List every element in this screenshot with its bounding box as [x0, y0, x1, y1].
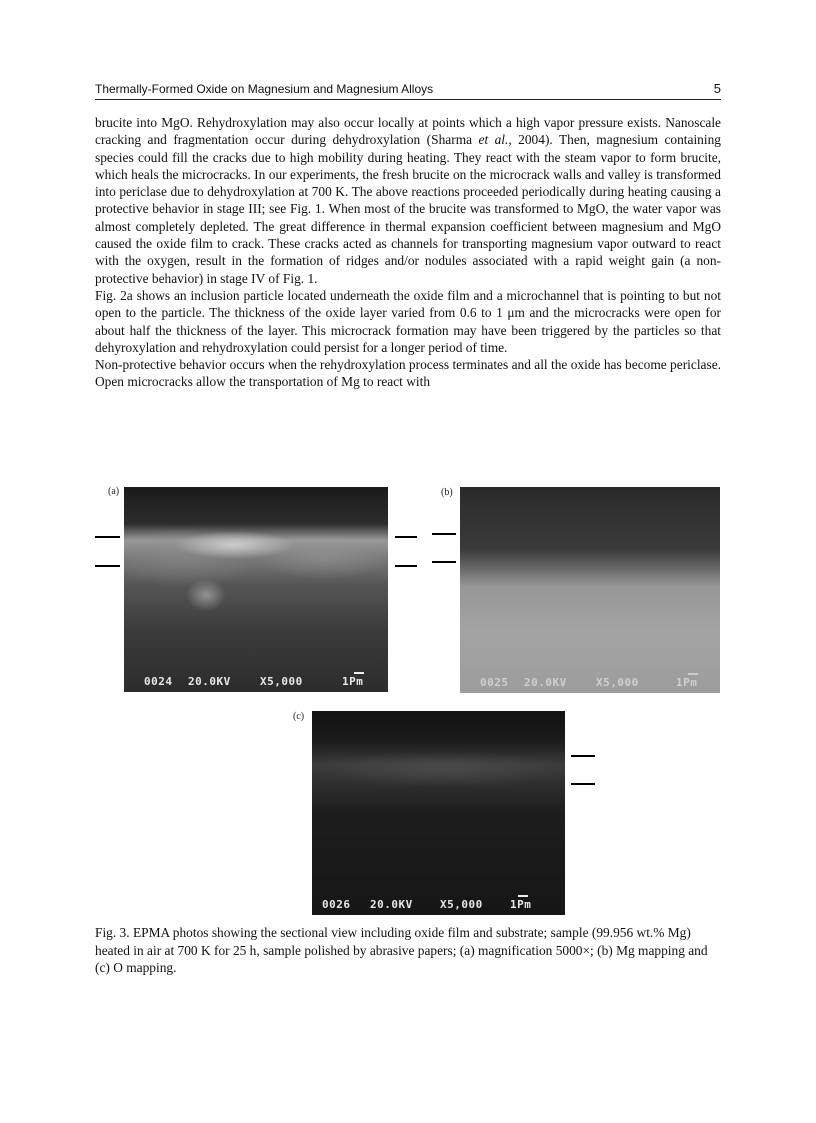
sem-image-b — [460, 487, 720, 693]
scale-label-c: 1Pm — [510, 898, 532, 911]
running-header — [95, 81, 721, 100]
paragraph-2: Fig. 2a shows an inclusion particle located underneath the oxide film and a microchannel that is pointing to but not open to the particle. The thickness of the oxide layer varied from 0.6 to 1 μm and the microcracks were open for about half the thickness of the layer. This microcrack formation may have been triggered by the particles so that dehyroxylation and rehydroxylation could persist for a longer period of time. — [95, 287, 721, 355]
oxide-bottom-marker — [571, 783, 595, 785]
sem-image-a — [124, 487, 388, 692]
citation-et-al: et al. — [478, 132, 509, 148]
oxide-bottom-marker — [95, 565, 120, 567]
image-id-b: 0025 — [480, 676, 509, 689]
voltage-a: 20.0KV — [188, 675, 231, 688]
voltage-b: 20.0KV — [524, 676, 567, 689]
image-id-c: 0026 — [322, 898, 351, 911]
running-title: Thermally-Formed Oxide on Magnesium and Magnesium Alloys — [95, 82, 434, 96]
oxide-top-marker — [571, 755, 595, 757]
magnification-a: X5,000 — [260, 675, 303, 688]
body-text — [95, 114, 721, 391]
scale-label-a: 1Pm — [342, 675, 364, 688]
scale-bar-c — [518, 895, 528, 897]
image-id-a: 0024 — [144, 675, 173, 688]
page-number: 5 — [713, 81, 721, 96]
sem-info-bar-a — [124, 670, 388, 692]
magnification-b: X5,000 — [596, 676, 639, 689]
oxide-bottom-marker — [395, 565, 417, 567]
oxide-top-marker — [95, 536, 120, 538]
scale-bar-a — [354, 672, 364, 674]
oxide-top-marker — [395, 536, 417, 538]
paragraph-3: Non-protective behavior occurs when the rehydroxylation process terminates and all the oxide has become periclase. Open microcracks allow the transportation of Mg to react with — [95, 357, 721, 390]
oxide-top-marker — [432, 533, 456, 535]
scale-label-b: 1Pm — [676, 676, 698, 689]
panel-c-label: (c) — [293, 711, 305, 722]
magnification-c: X5,000 — [440, 898, 483, 911]
panel-a-label: (a) — [108, 486, 120, 497]
panel-b-label: (b) — [441, 487, 453, 498]
sem-info-bar-b — [460, 671, 720, 693]
voltage-c: 20.0KV — [370, 898, 413, 911]
sem-info-bar-c — [312, 893, 565, 915]
oxide-bottom-marker — [432, 561, 456, 563]
paragraph-1: brucite into MgO. Rehydroxylation may also occur locally at points which a high vapor pressure exists. Nanoscale cracking and fragmentation occur during dehydroxylation (Sharma et al., 2004). Then, magnesium containing species could fill the cracks due to high mobility during heating. They react with the steam vapor to form brucite, which heals the microcracks. In our experiments, the fresh brucite on the microcrack walls and valley is transformed into periclase due to dehydroxylation at 700 K. The above reactions proceeded periodically during heating causing a protective behavior in stage III; see Fig. 1. When most of the brucite was transformed to MgO, the water vapor was almost completely depleted. The great difference in thermal expansion coefficient between magnesium and MgO caused the oxide film to crack. These cracks acted as channels for transporting magnesium vapor outward to react with the oxygen, result in the formation of ridges and/or nodules associated with a rapid weight gain (a non-protective behavior) in stage IV of Fig. 1. — [95, 115, 721, 286]
figure-caption: Fig. 3. EPMA photos showing the sectional view including oxide film and substrate; sample (99.956 wt.% Mg) heated in air at 700 K for 25 h, sample polished by abrasive papers; (a) magnification 5000×; (b) Mg mapping and (c) O mapping. — [95, 925, 708, 975]
scale-bar-b — [688, 673, 698, 675]
sem-image-c — [312, 711, 565, 915]
